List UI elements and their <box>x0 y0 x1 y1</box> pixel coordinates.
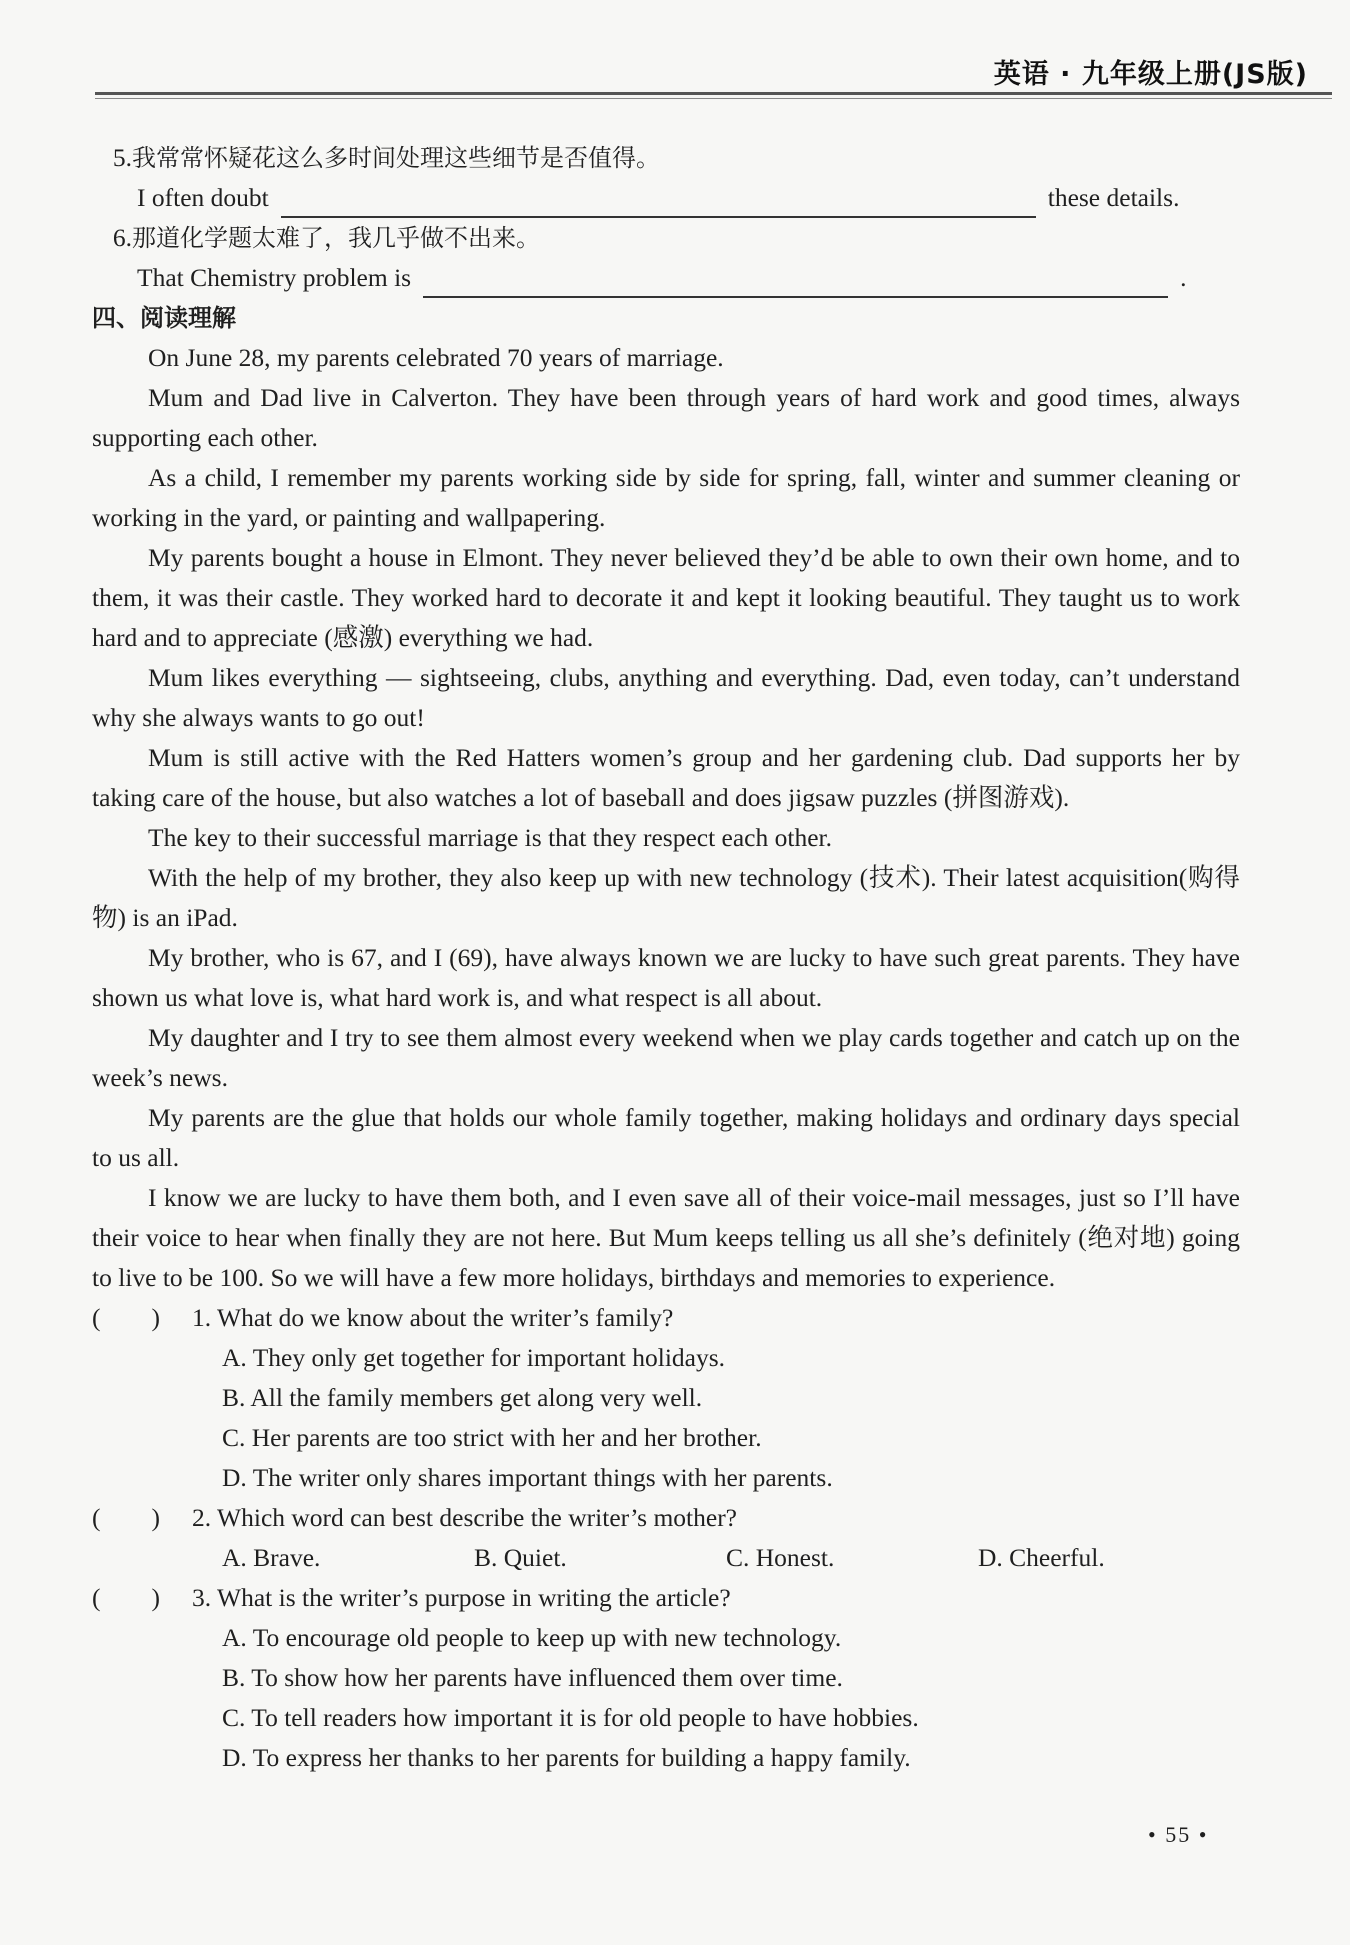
option: A. To encourage old people to keep up with new technology. <box>222 1623 842 1652</box>
passage-paragraph: The key to their successful marriage is that they respect each other. <box>148 823 832 852</box>
passage-paragraph: Mum and Dad live in Calverton. They have been through years of hard work and good times, always supporting each other. <box>92 383 1240 452</box>
question-1 <box>92 1298 1240 1338</box>
option: C. Honest. <box>726 1543 835 1572</box>
passage-paragraph: Mum is still active with the Red Hatters women’s group and her gardening club. Dad supports her by taking care of the house, but also watches a lot of baseball and does jigsaw puzzles (拼图游戏). <box>92 743 1240 812</box>
chinese-sentence: 那道化学题太难了，我几乎做不出来。 <box>132 224 540 252</box>
item-number: 6. <box>112 223 132 252</box>
book-header-title: 英语 · 九年级上册(JS版) <box>993 59 1308 90</box>
answer-paren[interactable]: ( ) <box>92 1303 160 1332</box>
passage-paragraph: My parents are the glue that holds our whole family together, making holidays and ordinary days special to us all. <box>92 1103 1240 1172</box>
answer-prefix: That Chemistry problem is <box>137 263 412 292</box>
option: A. They only get together for important holidays. <box>222 1343 726 1372</box>
header-rule-thin <box>95 98 1332 99</box>
passage-paragraph: Mum likes everything — sightseeing, clubs, anything and everything. Dad, even today, can’t understand why she always wants to go out! <box>92 663 1240 732</box>
passage-paragraph: I know we are lucky to have them both, and I even save all of their voice-mail messages, just so I’ll have their voice to hear when finally they are not here. But Mum keeps telling us all she’s definitely (绝对地) going to live to be 100. So we will have a few more holidays, birthdays and memories to experience. <box>92 1183 1240 1292</box>
option: D. Cheerful. <box>978 1543 1105 1572</box>
question-text: 1. What do we know about the writer’s family? <box>192 1303 674 1332</box>
answer-blank[interactable] <box>281 190 1036 218</box>
answer-blank[interactable] <box>423 270 1168 298</box>
chinese-sentence: 我常常怀疑花这么多时间处理这些细节是否值得。 <box>132 144 660 172</box>
question-2 <box>92 1498 1240 1538</box>
option: B. To show how her parents have influenced them over time. <box>222 1663 843 1692</box>
answer-line-6 <box>92 258 1240 298</box>
option: A. Brave. <box>222 1543 321 1572</box>
option: C. Her parents are too strict with her and her brother. <box>222 1423 762 1452</box>
passage-paragraph: My brother, who is 67, and I (69), have always known we are lucky to have such great parents. They have shown us what love is, what hard work is, and what respect is all about. <box>92 943 1240 1012</box>
item-number: 5. <box>112 143 132 172</box>
page-number: • 55 • <box>1148 1822 1209 1847</box>
page-content <box>92 138 1240 1778</box>
question-text: 2. Which word can best describe the writer’s mother? <box>192 1503 738 1532</box>
option: D. To express her thanks to her parents for building a happy family. <box>222 1743 911 1772</box>
header-rule <box>95 92 1332 95</box>
options-row <box>92 1538 1240 1578</box>
option: B. All the family members get along very well. <box>222 1383 703 1412</box>
answer-paren[interactable]: ( ) <box>92 1583 160 1612</box>
option: C. To tell readers how important it is for old people to have hobbies. <box>222 1703 919 1732</box>
question-text: 3. What is the writer’s purpose in writing the article? <box>192 1583 731 1612</box>
option: D. The writer only shares important things with her parents. <box>222 1463 833 1492</box>
passage-paragraph: On June 28, my parents celebrated 70 years of marriage. <box>148 343 724 372</box>
translation-item-5 <box>92 138 1240 178</box>
answer-paren[interactable]: ( ) <box>92 1503 160 1532</box>
passage-paragraph: My daughter and I try to see them almost every weekend when we play cards together and catch up on the week’s news. <box>92 1023 1240 1092</box>
answer-suffix: . <box>1180 263 1187 292</box>
section-title: 四、阅读理解 <box>92 304 236 332</box>
translation-item-6 <box>92 218 1240 258</box>
reading-passage <box>92 338 1240 1298</box>
answer-line-5 <box>92 178 1240 218</box>
option: B. Quiet. <box>474 1543 567 1572</box>
passage-paragraph: My parents bought a house in Elmont. They never believed they’d be able to own their own home, and to them, it was their castle. They worked hard to decorate it and kept it looking beautiful. They taught us to work hard and to appreciate (感激) everything we had. <box>92 543 1240 652</box>
answer-prefix: I often doubt <box>137 183 269 212</box>
passage-paragraph: As a child, I remember my parents working side by side for spring, fall, winter and summer cleaning or working in the yard, or painting and wallpapering. <box>92 463 1240 532</box>
passage-paragraph: With the help of my brother, they also keep up with new technology (技术). Their latest acquisition(购得物) is an iPad. <box>92 863 1240 932</box>
answer-suffix: these details. <box>1047 183 1180 212</box>
question-3 <box>92 1578 1240 1618</box>
